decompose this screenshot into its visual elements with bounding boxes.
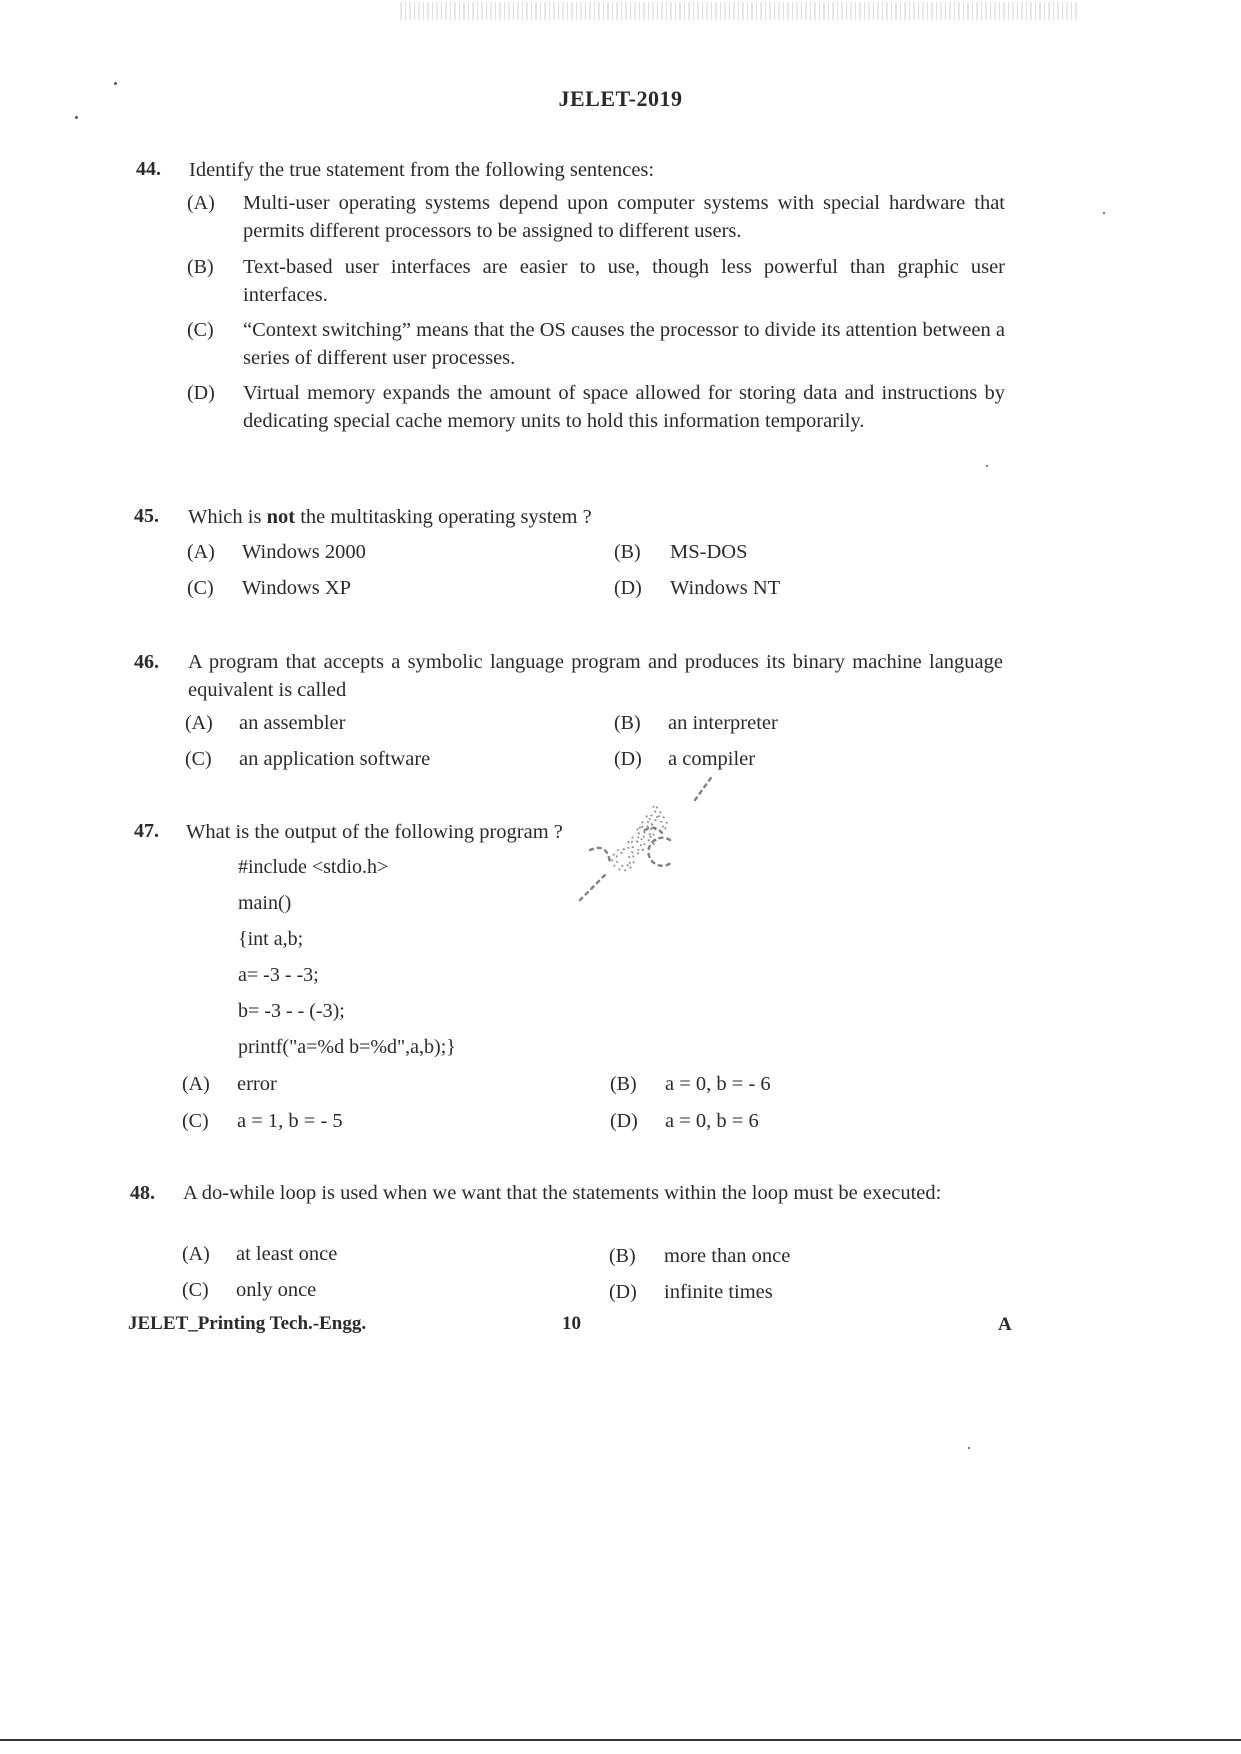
option-text: MS-DOS: [670, 541, 748, 563]
scan-speck: [986, 465, 988, 467]
question-number: 45.: [134, 505, 159, 527]
scan-speck: [75, 116, 78, 119]
option-label: (B): [614, 541, 641, 563]
option-label: (C): [187, 577, 214, 599]
code-line: #include <stdio.h>: [238, 856, 389, 878]
code-line: printf("a=%d b=%d",a,b);}: [238, 1036, 456, 1058]
option-text: Multi-user operating systems depend upon computer systems with special hardware that permits different processors to be assigned to different users.: [243, 192, 1005, 242]
scan-speck: [968, 1447, 970, 1449]
option-label: (B): [610, 1073, 637, 1095]
question-text: Identify the true statement from the following sentences:: [189, 159, 655, 181]
option-text: “Context switching” means that the OS causes the processor to divide its attention between a series of different user processes.: [243, 319, 1005, 369]
option-text: an assembler: [239, 712, 346, 734]
page-number: 10: [562, 1313, 581, 1334]
stamp-stroke: [695, 775, 713, 800]
option-text: Text-based user interfaces are easier to use, though less powerful than graphic user interfaces.: [243, 256, 1005, 306]
question-number: 48.: [130, 1182, 155, 1204]
option-text: a = 1, b = - 5: [237, 1110, 343, 1132]
option-label: (B): [187, 256, 214, 278]
option-label: (A): [187, 192, 215, 214]
question-text: [188, 503, 1008, 531]
option-label: (C): [182, 1110, 209, 1132]
scan-speck: [1103, 212, 1105, 214]
code-line: {int a,b;: [238, 928, 304, 950]
question-number: 47.: [134, 820, 159, 842]
option-label: (A): [182, 1073, 210, 1095]
bottom-rule: [0, 1739, 1241, 1741]
stamp-stroke: [580, 875, 605, 900]
question-text-part: the multitasking operating system ?: [295, 506, 592, 528]
option-text: an application software: [239, 748, 431, 770]
option-text: a = 0, b = - 6: [665, 1073, 771, 1095]
question-number: 46.: [134, 651, 159, 673]
question-number: 44.: [136, 158, 161, 180]
option-label: (A): [182, 1243, 210, 1265]
option-text: a compiler: [668, 748, 756, 770]
question-emphasis: not: [266, 506, 296, 528]
option-text: only once: [236, 1279, 317, 1301]
scan-speck: [114, 82, 117, 85]
option-text: an interpreter: [668, 712, 778, 734]
code-line: main(): [238, 892, 292, 914]
option-label: (D): [614, 748, 642, 770]
footer-subject: JELET_Printing Tech.-Engg.: [128, 1313, 367, 1334]
copy-stamp: [520, 770, 780, 1070]
option-label: (D): [187, 382, 215, 404]
option-label: (D): [614, 577, 642, 599]
question-text: What is the output of the following program ?: [186, 821, 563, 843]
option-label: (C): [187, 319, 214, 341]
option-text: more than once: [664, 1245, 791, 1267]
question-text-part: Which is: [188, 506, 267, 528]
option-text: Windows XP: [242, 577, 352, 599]
option-text: error: [237, 1073, 277, 1095]
stamp-text: Copy: [603, 798, 674, 880]
question-text: A do-while loop is used when we want that the statements within the loop must be executed:: [183, 1182, 942, 1204]
option-text: a = 0, b = 6: [665, 1110, 759, 1132]
question-set: A: [998, 1314, 1012, 1335]
question-text: A program that accepts a symbolic language program and produces its binary machine language equivalent is called: [188, 651, 1003, 701]
option-label: (A): [187, 541, 215, 563]
code-line: b= -3 - - (-3);: [238, 1000, 345, 1022]
option-label: (C): [185, 748, 212, 770]
option-text: Virtual memory expands the amount of space allowed for storing data and instructions by dedicating special cache memory units to hold this information temporarily.: [243, 382, 1005, 432]
option-text: Windows 2000: [242, 541, 366, 563]
option-label: (A): [185, 712, 213, 734]
option-label: (C): [182, 1279, 209, 1301]
option-text: Windows NT: [670, 577, 781, 599]
option-label: (B): [614, 712, 641, 734]
option-label: (B): [609, 1245, 636, 1267]
code-line: a= -3 - -3;: [238, 964, 319, 986]
option-text: at least once: [236, 1243, 338, 1265]
page-title: JELET-2019: [558, 86, 683, 111]
option-label: (D): [610, 1110, 638, 1132]
scan-noise: [400, 2, 1080, 20]
option-text: infinite times: [664, 1281, 773, 1303]
option-label: (D): [609, 1281, 637, 1303]
